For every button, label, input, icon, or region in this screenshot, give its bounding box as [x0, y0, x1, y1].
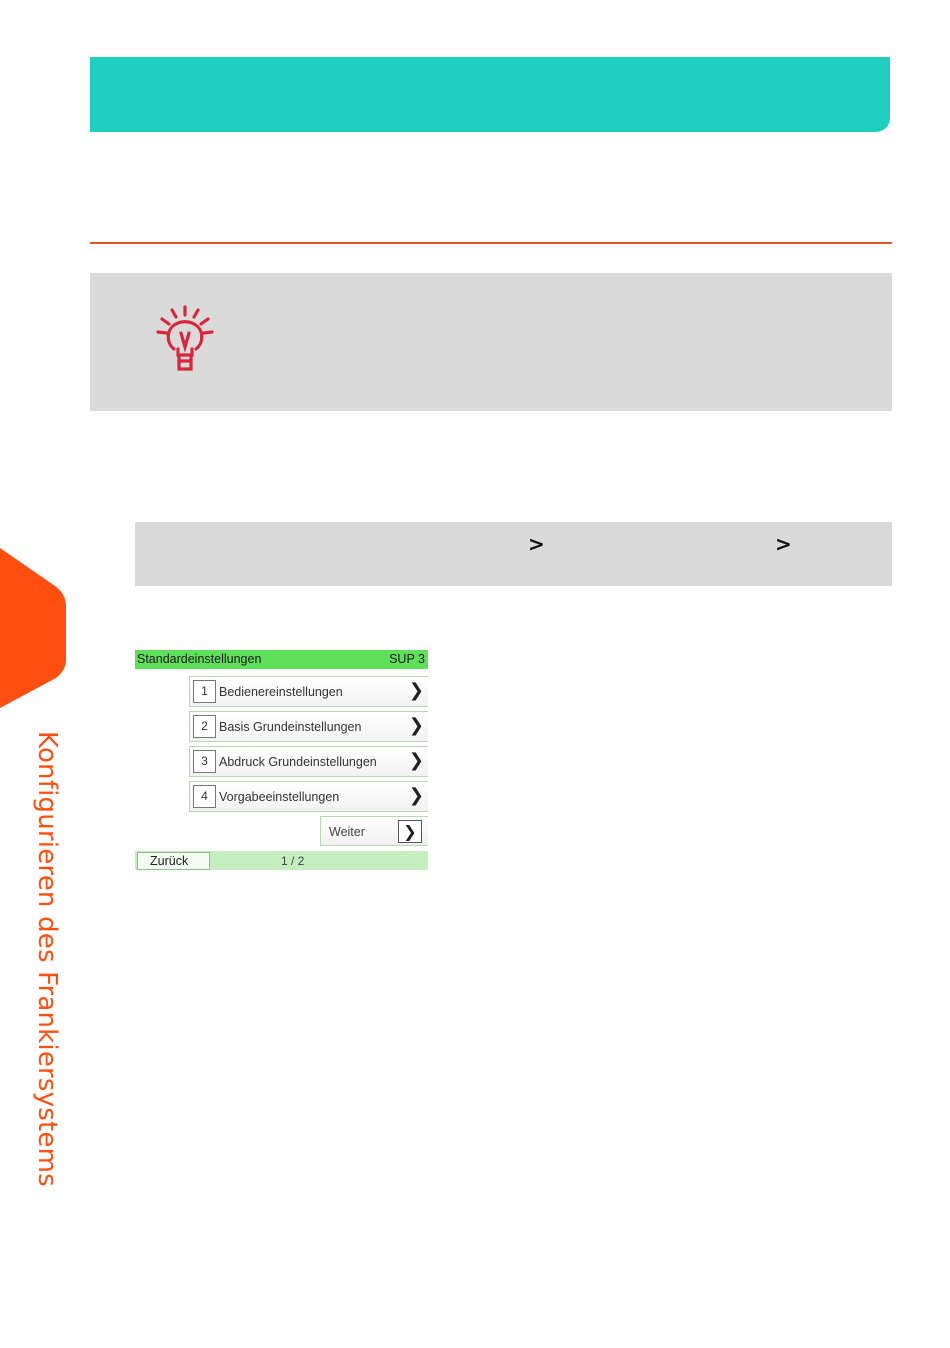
page-indicator: 1 / 2 [281, 854, 305, 868]
menu-item-bedienereinstellungen[interactable] [189, 676, 428, 707]
chapter-title: Konfigurieren des Frankiersystems [32, 731, 62, 1187]
header-band [90, 57, 890, 132]
menu-item-label: Basis Grundeinstellungen [219, 720, 362, 734]
screen-code: SUP 3 [389, 652, 425, 666]
section-divider [90, 242, 892, 244]
lightbulb-icon [150, 303, 220, 373]
device-screen [135, 650, 428, 870]
menu-item-number: 3 [193, 750, 216, 773]
menu-item-vorgabeeinstellungen[interactable] [189, 781, 428, 812]
screen-footer [135, 851, 428, 870]
menu-path-bar [135, 522, 892, 586]
screen-titlebar [135, 650, 428, 669]
next-button[interactable] [320, 816, 428, 846]
chapter-tab [0, 548, 66, 708]
next-button-label: Weiter [329, 825, 365, 839]
chevron-right-icon: ❯ [408, 785, 424, 806]
menu-item-label: Vorgabeeinstellungen [219, 790, 340, 804]
chevron-right-icon: ❯ [408, 715, 424, 736]
back-button[interactable]: Zurück [137, 852, 210, 870]
path-separator: > [775, 532, 792, 556]
menu-item-basis-grundeinstellungen[interactable] [189, 711, 428, 742]
screen-title: Standardeinstellungen [137, 652, 262, 666]
chevron-right-icon: ❯ [408, 750, 424, 771]
menu-item-number: 1 [193, 680, 216, 703]
menu-item-label: Abdruck Grundeinstellungen [219, 755, 377, 769]
chevron-right-icon: ❯ [408, 680, 424, 701]
menu-item-abdruck-grundeinstellungen[interactable] [189, 746, 428, 777]
menu-item-number: 4 [193, 785, 216, 808]
tip-box [90, 273, 892, 411]
chevron-right-icon: ❯ [398, 820, 422, 843]
menu-item-number: 2 [193, 715, 216, 738]
menu-item-label: Bedienereinstellungen [219, 685, 343, 699]
path-separator: > [528, 532, 545, 556]
